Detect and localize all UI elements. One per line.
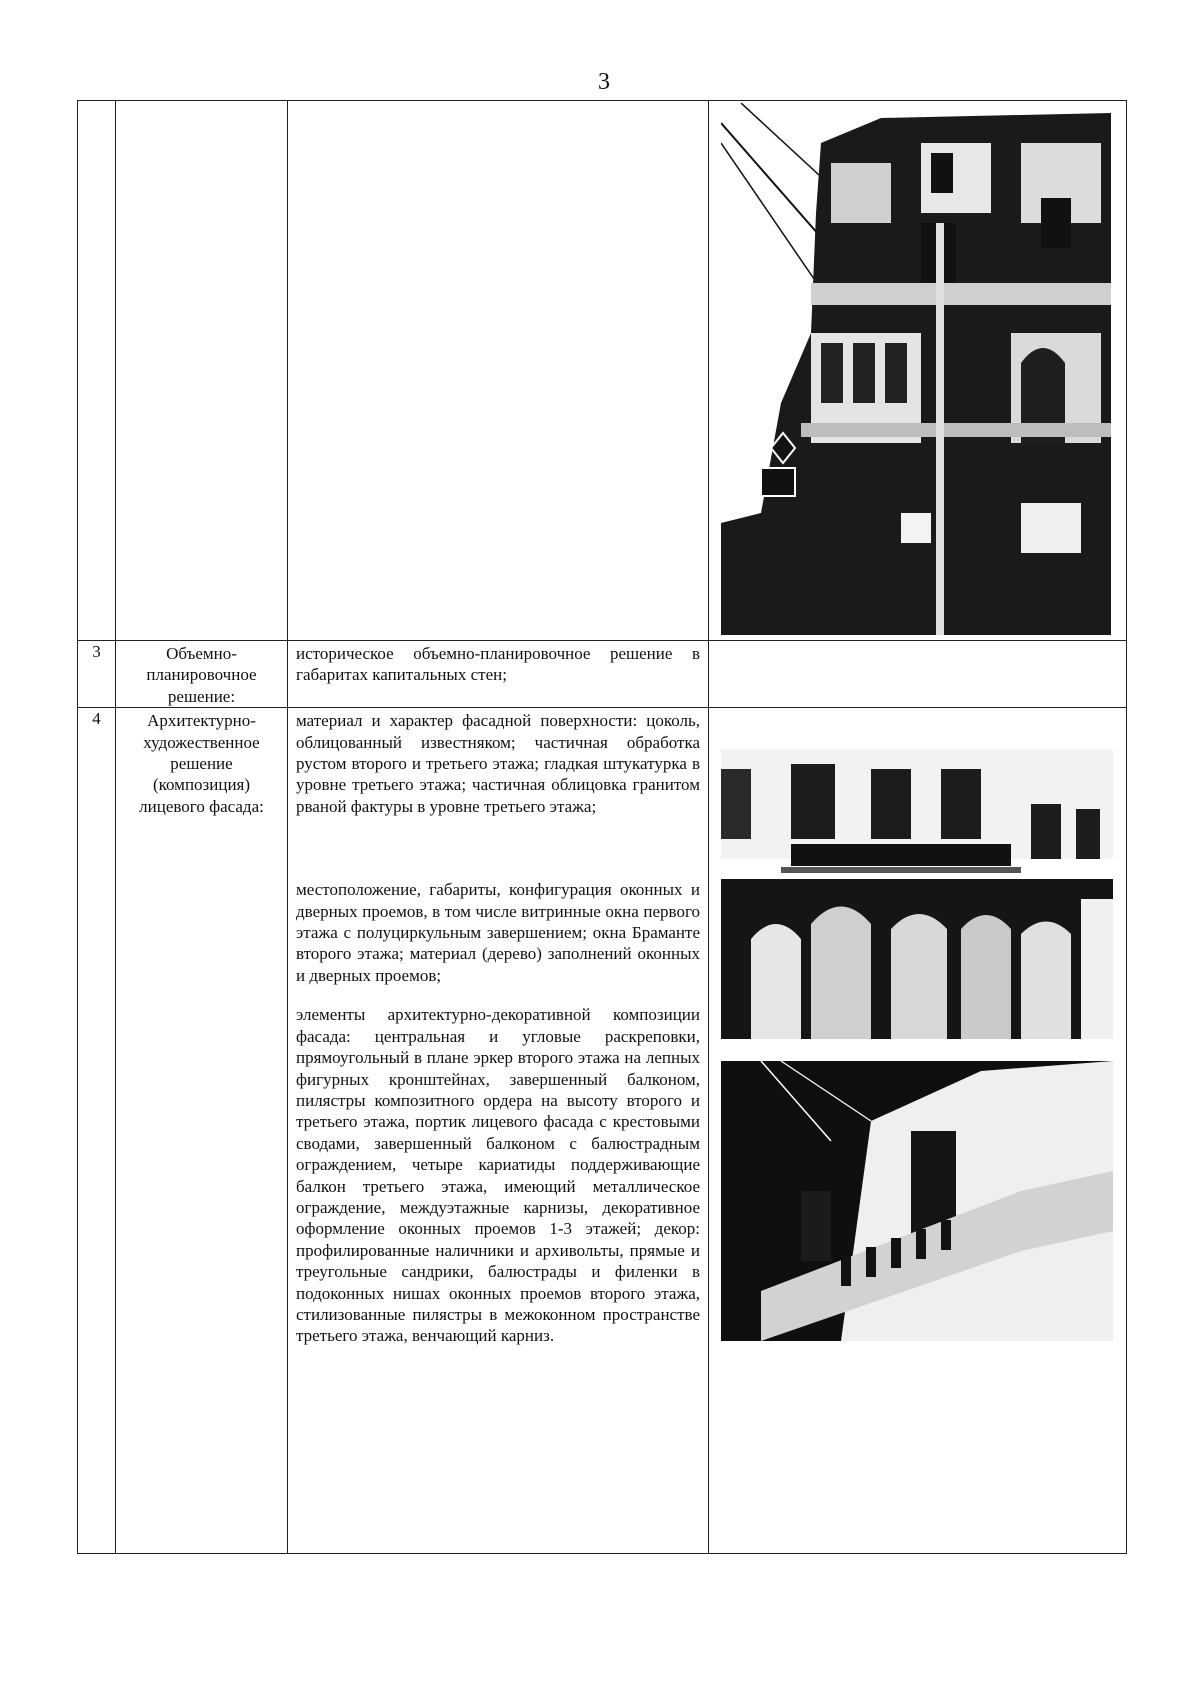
name-line: Объемно- [166,644,237,663]
cell-num: 3 [78,641,116,708]
desc-text: историческое объемно-планировочное решение в габаритах капитальных стен; [296,644,700,685]
name-line: планировочное [146,665,257,685]
cell-num [78,101,116,641]
desc-paragraph-material: материал и характер фасадной поверхности: цоколь, облицованный известняком; частичная обработка рустом второго и третьего этажа; гладкая штукатурка в уровне третьего этажа; частичная облицовка гранитом рваной фактуры в уровне третьего этажа; [296,711,700,816]
cell-name [116,101,288,641]
table-row-4 [78,708,1127,1554]
cell-image [709,708,1127,1554]
name-line: (композиция) [152,775,251,795]
table-row-photo [78,101,1127,641]
cell-image-empty [709,641,1127,708]
facade-windows-photo [721,749,1113,1039]
cell-name [116,708,288,1554]
cell-image [709,101,1127,641]
name-line: Архитектурно- [147,711,256,731]
name-line: решение [170,754,233,774]
name-line: художественное [143,732,260,752]
cell-desc [288,708,709,1554]
name-line: лицевого фасада: [139,796,264,816]
cell-num: 4 [78,708,116,1554]
name-line: решение: [167,686,236,706]
register-table [77,100,1127,1554]
desc-paragraph-decor: элементы архитектурно-декоративной композиции фасада: центральная и угловые раскреповки, прямоугольный в плане эркер второго этажа на лепных фигурных кронштейнах, завершенный балконом, пилястры композитного ордера на высоту второго и третьего этажа, портик лицевого фасада с крестовыми сводами, завершенный балконом с балюстрадным ограждением, четыре кариатиды поддерживающие балкон третьего этажа, имеющий металлическое ограждение, междуэтажные карнизы, декоративное оформление оконных проемов 1-3 этажей; декор: профилированные наличники и архивольты, прямые и треугольные сандрики, балюстрады и филенки в подоконных нишах оконных проемов второго этажа, стилизованные пилястры в межоконном пространстве третьего этажа, венчающий карниз. [296,1005,700,1346]
cell-desc [288,641,709,708]
cell-name [116,641,288,708]
cell-desc [288,101,709,641]
desc-paragraph-openings: местоположение, габариты, конфигурация оконных и дверных проемов, в том числе витринные окна первого этажа с полуциркульным завершением; окна Браманте второго этажа; материал (дерево) заполнений оконных и дверных проемов; [296,880,700,985]
page-number: 3 [598,69,610,95]
table-row-3 [78,641,1127,708]
building-corner-photo [721,103,1113,635]
balcony-bay-photo [721,1061,1113,1341]
